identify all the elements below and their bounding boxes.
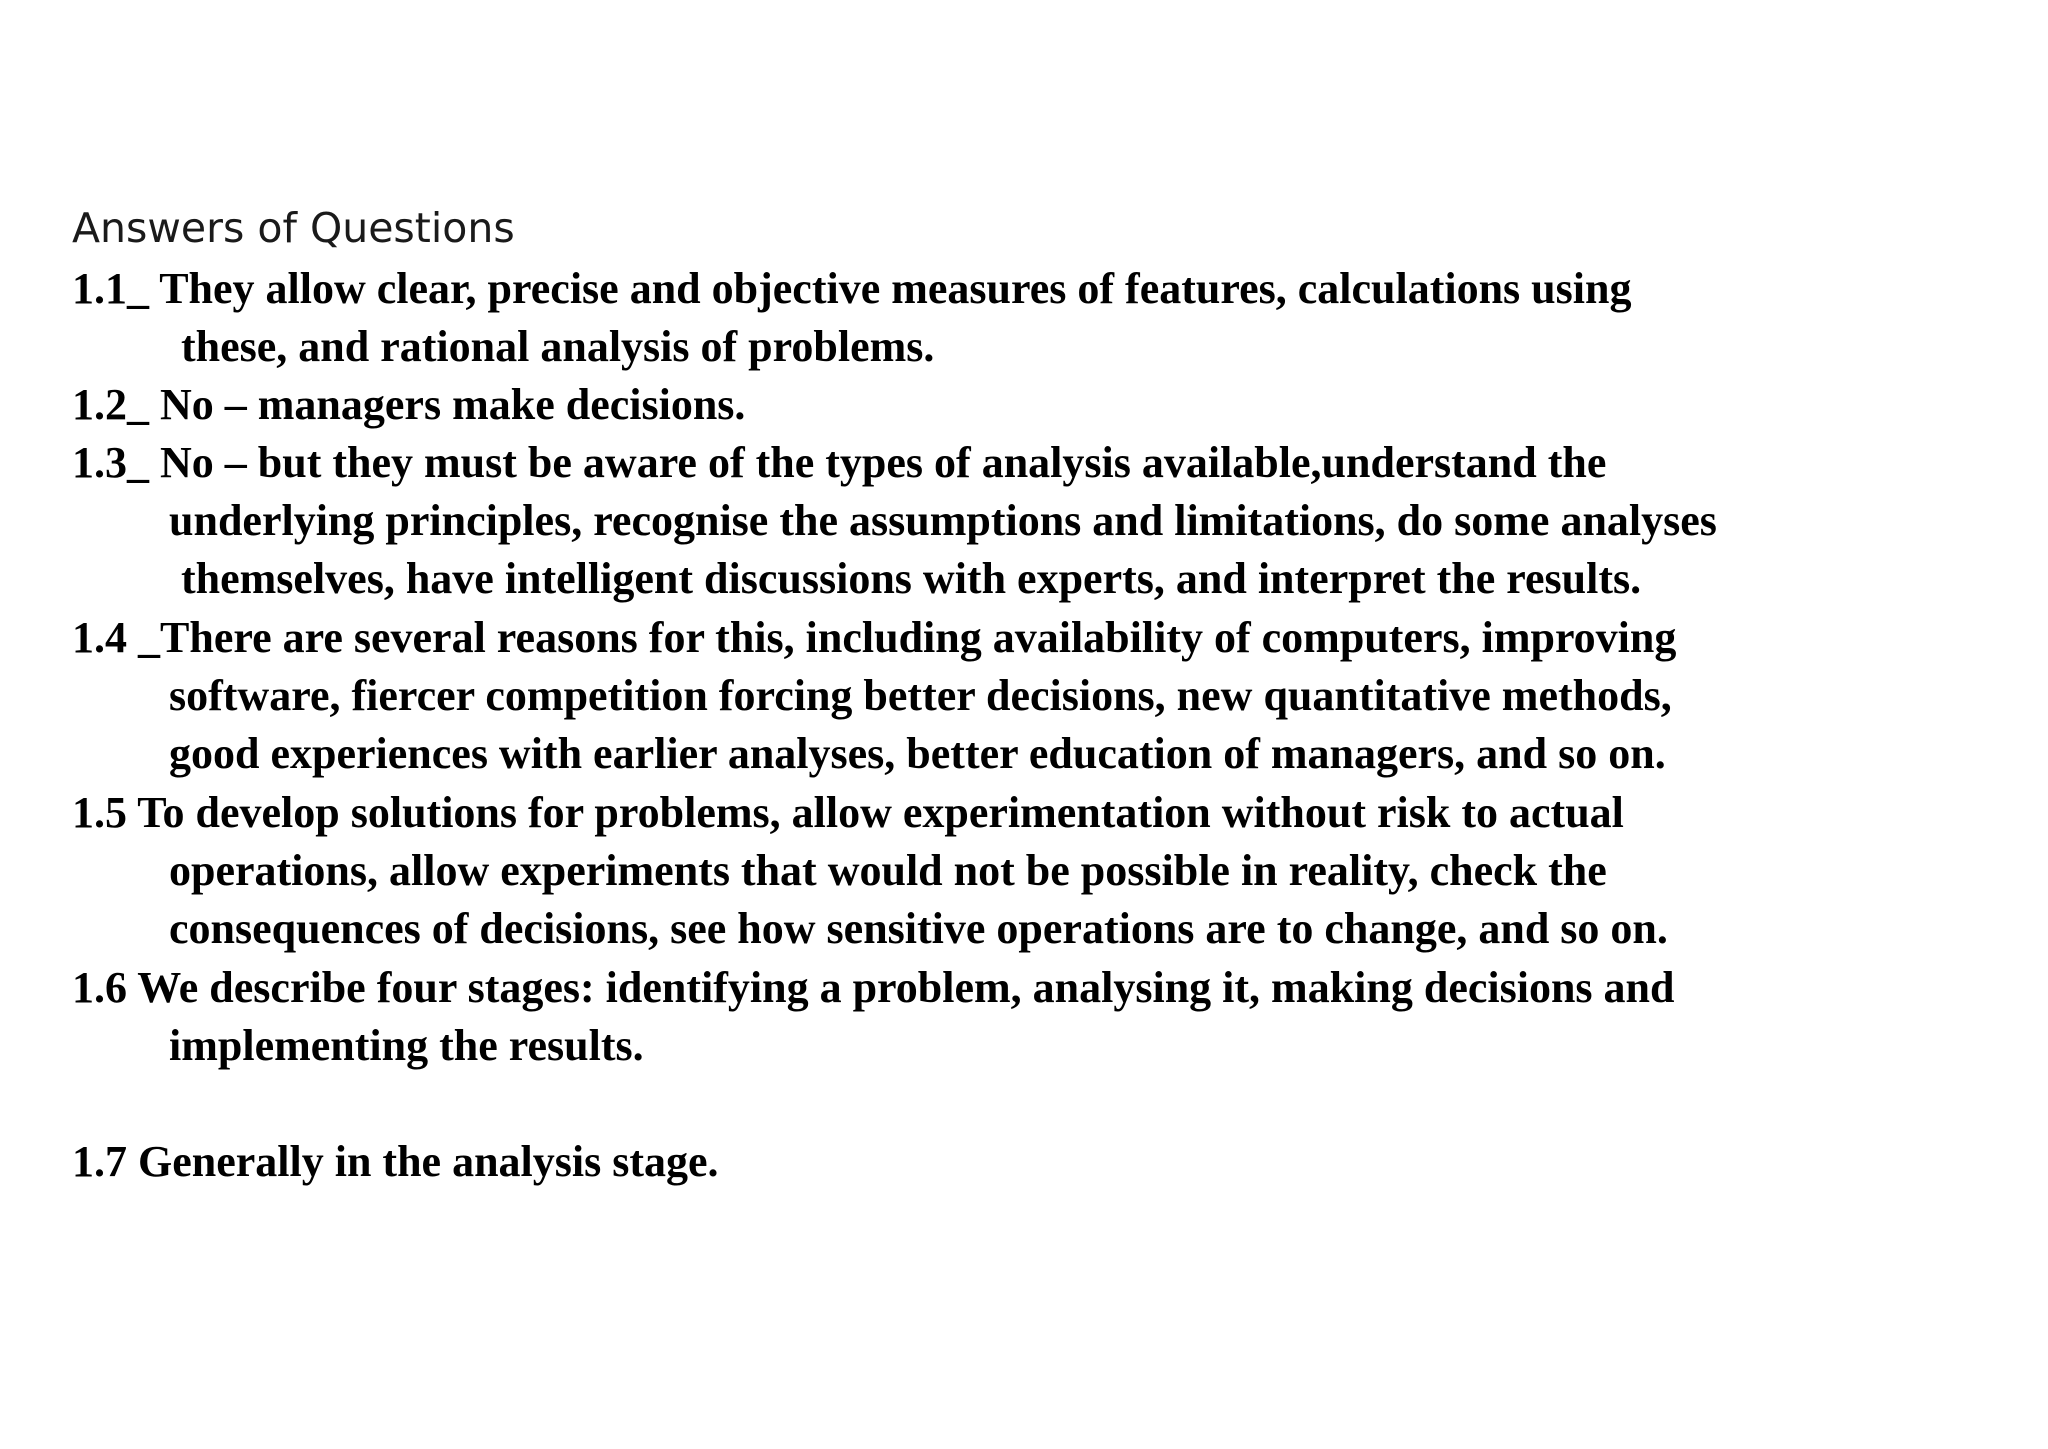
answer-1-4-line-2: software, fiercer competition forcing better decisions, new quantitative methods, (169, 671, 1672, 720)
answer-1-4-line-1: 1.4 _There are several reasons for this, including availability of computers, improving (72, 613, 1677, 662)
answer-1-3-line-1: 1.3_ No – but they must be aware of the types of analysis available,understand the (72, 438, 1607, 487)
answer-1-4-line-3: good experiences with earlier analyses, better education of managers, and so on. (169, 729, 1666, 778)
answer-1-6-line-2: implementing the results. (169, 1021, 644, 1070)
page-title: Answers of Questions (72, 204, 515, 252)
answer-1-1-line-1: 1.1_ They allow clear, precise and objective measures of features, calculations using (72, 264, 1632, 313)
answer-1-3-line-3: themselves, have intelligent discussions with experts, and interpret the results. (181, 554, 1642, 603)
answer-1-5-line-1: 1.5 To develop solutions for problems, allow experimentation without risk to actual (72, 788, 1624, 837)
answer-1-6-line-1: 1.6 We describe four stages: identifying a problem, analysing it, making decisions and (72, 963, 1675, 1012)
answer-1-5-line-3: consequences of decisions, see how sensitive operations are to change, and so on. (169, 904, 1668, 953)
answer-1-7-line-1: 1.7 Generally in the analysis stage. (72, 1137, 719, 1186)
answer-1-5-line-2: operations, allow experiments that would not be possible in reality, check the (169, 846, 1607, 895)
answer-1-1-line-2: these, and rational analysis of problems. (181, 322, 935, 371)
answer-1-3-line-2: underlying principles, recognise the assumptions and limitations, do some analyses (169, 496, 1717, 545)
answer-1-2-line-1: 1.2_ No – managers make decisions. (72, 380, 746, 429)
